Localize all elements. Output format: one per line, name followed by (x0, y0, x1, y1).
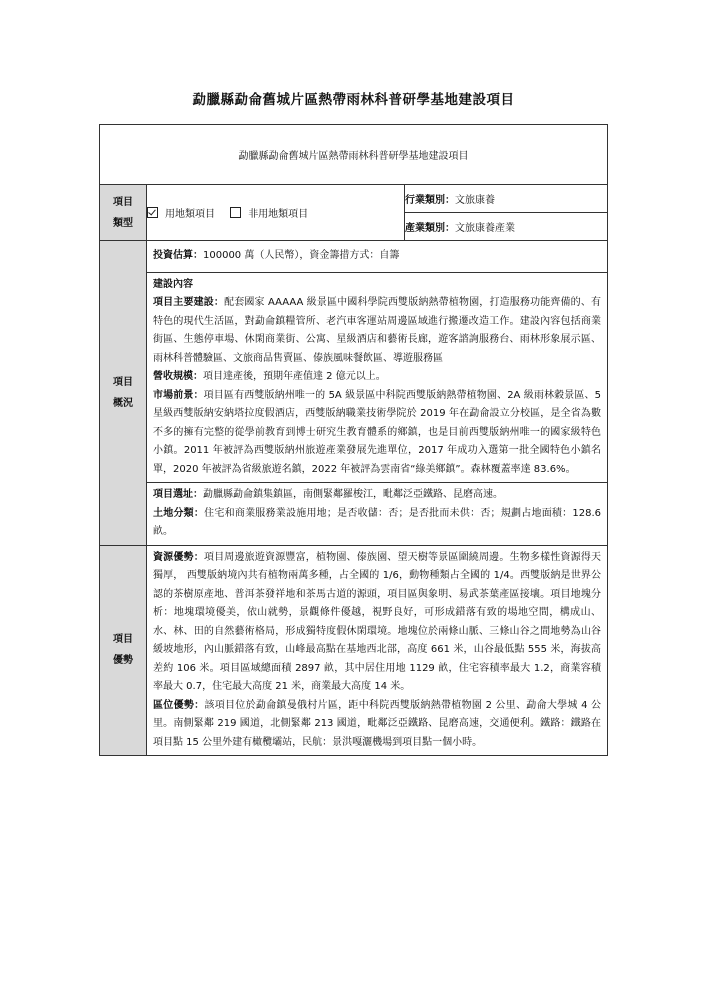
project-table (99, 124, 608, 756)
overview-label-line2: 概況 (113, 397, 133, 409)
main-construction-text: 配套國家 AAAAA 級景區中國科學院西雙版納熱帶植物園，打造服務功能齊備的、有特色的現代生活區，對勐侖鎮糧管所、老汽車客運站周邊區域進行搬遷改造工作。建設內容包括商業街區、生態停車場、休閑商業街、公寓、星級酒店和藝術長廊，遊客諮詢服務台、雨林形象展示區、雨林科普體驗區、文旅商品售賣區、傣族風味餐飲區、導遊服務區 (153, 297, 601, 364)
industry-label: 行業類別： (405, 195, 455, 206)
project-site (153, 486, 601, 505)
resource-label: 資源優勢： (153, 551, 204, 563)
type-label-line2: 類型 (113, 217, 133, 229)
type-row (100, 185, 608, 213)
investment-label: 投資估算： (153, 250, 203, 261)
main-construction-label: 項目主要建設： (153, 297, 225, 308)
site-label: 項目選址： (153, 489, 203, 500)
industry-category (405, 185, 608, 213)
overview-row (100, 241, 608, 546)
advantage-label-line1: 項目 (113, 634, 133, 646)
investment-section (147, 241, 607, 272)
option-land-use: 用地類項目 (165, 209, 215, 220)
resource-advantage (153, 549, 601, 697)
table-header: 勐臘縣勐侖舊城片區熱帶雨林科普研學基地建設項目 (100, 125, 608, 185)
revenue-scale (153, 368, 601, 387)
sector-category (405, 213, 608, 241)
type-label-line1: 項目 (113, 196, 133, 208)
construction-heading: 建設內容 (153, 278, 193, 290)
site-section (147, 482, 607, 545)
option-non-land-use: 非用地類項目 (248, 209, 309, 220)
land-text: 住宅和商業服務業設施用地；是否收儲：否；是否批而未供：否；規劃占地面積：128.6 畝。 (153, 507, 602, 537)
type-label (100, 185, 147, 241)
sector-label: 產業類別： (405, 223, 455, 234)
overview-label-line1: 項目 (113, 376, 133, 388)
checked-checkbox-icon[interactable] (147, 207, 158, 218)
revenue-text: 項目達產後，預期年產值達 2 億元以上。 (203, 371, 386, 382)
land-classification (153, 505, 601, 542)
overview-label (100, 241, 147, 546)
revenue-label: 營收規模： (153, 371, 203, 382)
advantage-section (147, 546, 607, 756)
sector-value: 文旅康養產業 (455, 223, 515, 234)
main-construction (153, 294, 601, 368)
site-text: 勐臘縣勐侖鎮集鎮區，南側緊鄰羅梭江，毗鄰泛亞鐵路、昆磨高速。 (203, 489, 503, 500)
resource-text: 項目周邊旅遊資源豐富，植物園、傣族園、望天樹等景區圍繞周邊。生物多樣性資源得天獨厚， 西雙版納境內共有植物兩萬多種，占全國的 1/6，動物種類占全國的 1/4。西雙版納是世界公認的茶樹原產地、普洱茶發祥地和茶馬古道的源頭，項目區與象明、易武茶葉產區接壤。項目地塊分析：地塊環境優美，依山就勢，景觀條件優越，視野良好，可形成錯落有致的場地空間，構成山、水、林、田的自然藝術格局，形成獨特度假休閑環境。地塊位於兩條山脈、三條山谷之間地勢為山谷緩坡地形，內山脈錯落有致，山峰最高點在基地西北部，高度 661 米，山谷最低點 555 米，海拔高差約 106 米。項目區域總面積 2897 畝，其中居住用地 1129 畝，住宅容積率最大 1.2，商業容積率最大 0.7，住宅最大高度 21 米，商業最大高度 14 米。 (153, 551, 602, 692)
construction-section (147, 272, 607, 483)
industry-value: 文旅康養 (455, 195, 495, 206)
type-options (147, 185, 405, 241)
advantage-label-line2: 優勢 (113, 655, 133, 667)
advantage-content (147, 545, 608, 756)
market-prospect (153, 387, 601, 480)
document-title: 勐臘縣勐侖舊城片區熱帶雨林科普研學基地建設項目 (192, 92, 515, 108)
overview-content (147, 241, 608, 546)
land-label: 土地分類： (153, 507, 205, 519)
location-text: 該項目位於勐侖鎮曼俄村片區，距中科院西雙版納熱帶植物園 2 公里、勐侖大學城 4 公里。南側緊鄰 219 國道，北側緊鄰 213 國道，毗鄰泛亞鐵路、昆磨高速，交通便利。鐵路：鐵路在項目點 15 公里外建有橄欖壩站，民航：景洪嘎灑機場到項目點一個小時。 (153, 699, 601, 748)
unchecked-checkbox-icon[interactable] (230, 207, 241, 218)
location-label: 區位優勢： (153, 699, 205, 711)
location-advantage (153, 697, 601, 753)
advantage-row (100, 545, 608, 756)
header-row (100, 125, 608, 185)
market-text: 項目區有西雙版納州唯一的 5A 級景區中科院西雙版納熱帶植物園、2A 級雨林穀景區、5 星級西雙版納安納塔拉度假酒店，西雙版納職業技術學院於 2019 年在勐侖設立分校區，是全省為數不多的擁有完整的從學前教育到博士研究生教育體系的鄉鎮，也是目前西雙版納州唯一的國家級特色小鎮。2011 年被評為西雙版納州旅遊產業發展先進單位，2017 年成功入選第一批全國特色小鎮名單，2020 年被評為省級旅遊名鎮，2022 年被評為雲南省“綠美鄉鎮”。森林覆蓋率達 83.6%。 (153, 389, 602, 475)
advantage-label (100, 545, 147, 756)
investment-value: 100000 萬（人民幣），資金籌措方式：自籌 (203, 250, 400, 261)
market-label: 市場前景： (153, 389, 204, 401)
